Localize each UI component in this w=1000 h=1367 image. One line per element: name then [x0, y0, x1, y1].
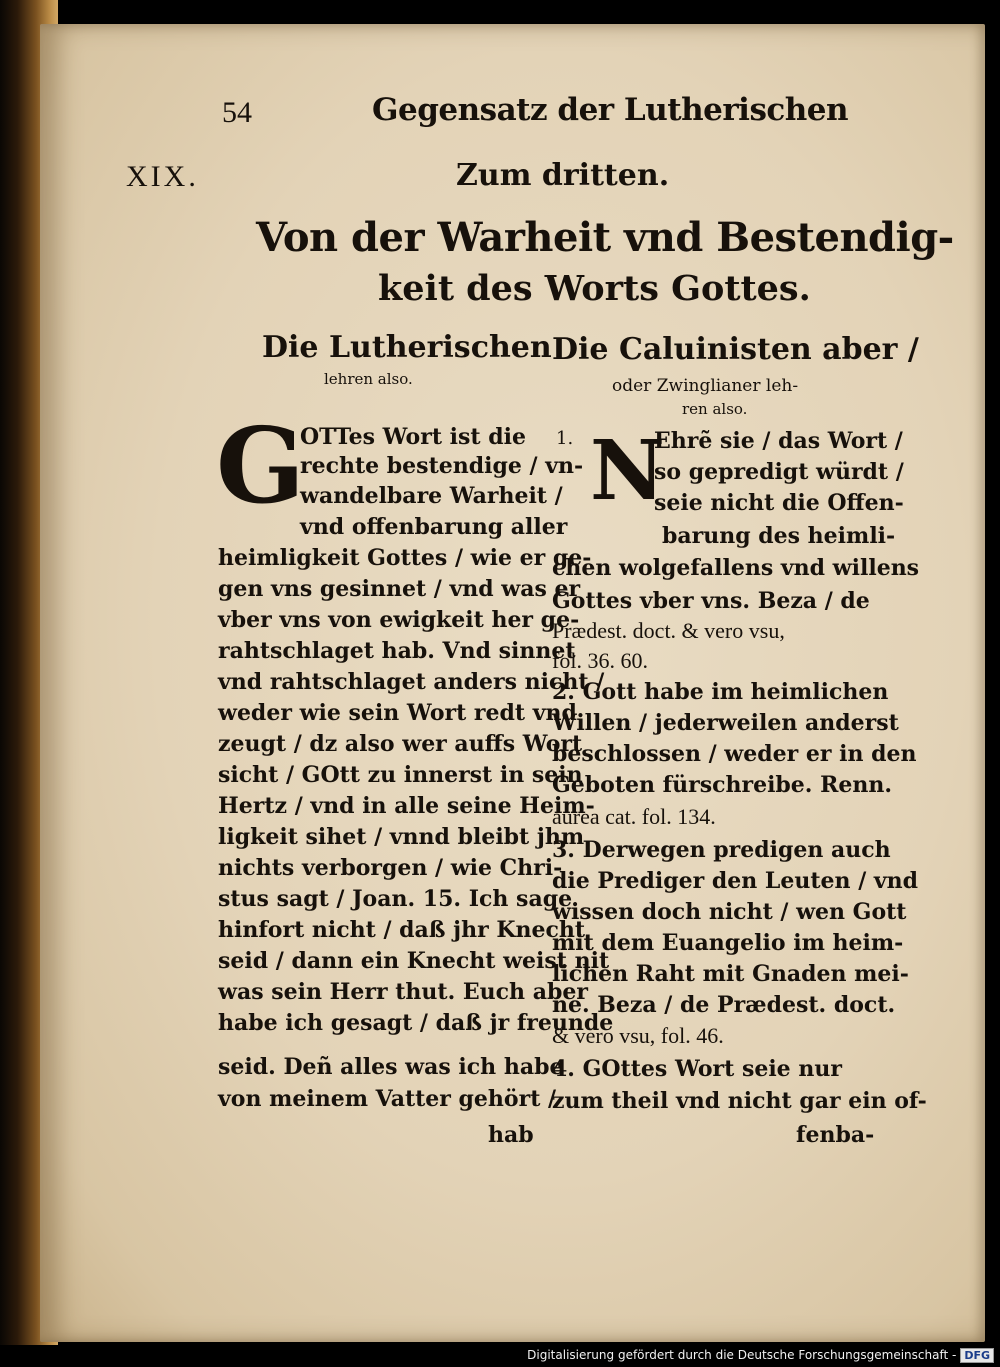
- left-line: Hertz / vnd in alle seine Heim-: [218, 793, 595, 819]
- right-line: lichen Raht mit Gnaden mei-: [552, 961, 909, 987]
- right-line: barung des heimli-: [662, 523, 896, 549]
- left-line: wandelbare Warheit /: [300, 483, 563, 509]
- left-line: nichts verborgen / wie Chri-: [218, 855, 563, 881]
- credit-text: Digitalisierung gefördert durch die Deutsche Forschungsgemeinschaft -: [527, 1348, 957, 1362]
- left-line: vnd offenbarung aller: [300, 514, 568, 540]
- right-line: Ehrẽ sie / das Wort /: [654, 428, 903, 454]
- left-line: OTTes Wort ist die: [300, 424, 526, 450]
- right-line: ne. Beza / de Prædest. doct.: [552, 992, 896, 1018]
- right-line: Prædest. doct. & vero vsu,: [552, 618, 785, 643]
- left-line: zeugt / dz also wer auffs Wort: [218, 731, 583, 757]
- dfg-logo: DFG: [960, 1348, 994, 1363]
- left-line: rahtschlaget hab. Vnd sinnet: [218, 638, 576, 664]
- page-number: 54: [222, 96, 252, 129]
- left-catchword: hab: [488, 1122, 534, 1148]
- right-line: mit dem Euangelio im heim-: [552, 930, 904, 956]
- right-line: chen wolgefallens vnd willens: [552, 555, 920, 581]
- left-line: habe ich gesagt / daß jr freunde: [218, 1010, 614, 1036]
- right-line: Geboten fürschreibe. Renn.: [552, 772, 893, 798]
- right-line: seie nicht die Offen-: [654, 490, 904, 516]
- left-line: sicht / GOtt zu innerst in sein: [218, 762, 583, 788]
- left-line: vnd rahtschlaget anders nicht /: [218, 669, 605, 695]
- left-line: gen vns gesinnet / vnd was er: [218, 576, 581, 602]
- left-column-subheading: lehren also.: [324, 370, 413, 388]
- section-subtitle: Zum dritten.: [456, 158, 670, 193]
- right-column-subheading-1: oder Zwinglianer leh-: [612, 376, 799, 396]
- right-line: aurea cat. fol. 134.: [552, 804, 716, 829]
- section-number: XIX.: [126, 160, 199, 193]
- running-head: Gegensatz der Lutherischen: [372, 92, 849, 128]
- left-line: heimligkeit Gottes / wie er ge-: [218, 545, 592, 571]
- right-line: 4. GOttes Wort seie nur: [552, 1056, 842, 1082]
- left-line: seid / dann ein Knecht weist nit: [218, 948, 610, 974]
- left-line: stus sagt / Joan. 15. Ich sage: [218, 886, 573, 912]
- left-line: weder wie sein Wort redt vnd: [218, 700, 577, 726]
- left-line: was sein Herr thut. Euch aber: [218, 979, 588, 1005]
- left-column-heading: Die Lutherischen: [262, 330, 552, 365]
- right-line: & vero vsu, fol. 46.: [552, 1023, 724, 1048]
- right-line: die Prediger den Leuten / vnd: [552, 868, 919, 894]
- right-line: wissen doch nicht / wen Gott: [552, 899, 907, 925]
- right-line: so gepredigt würdt /: [654, 459, 904, 485]
- right-catchword: fenba-: [796, 1122, 875, 1148]
- right-line: fol. 36. 60.: [552, 648, 648, 673]
- right-line: Gottes vber vns. Beza / de: [552, 588, 870, 614]
- digitization-credit: [527, 1348, 994, 1363]
- right-line: beschlossen / weder er in den: [552, 741, 917, 767]
- left-line: hinfort nicht / daß jhr Knecht: [218, 917, 586, 943]
- left-line: rechte bestendige / vn-: [300, 453, 584, 479]
- chapter-title-line-1: Von der Warheit vnd Bestendig-: [256, 214, 954, 261]
- left-line: von meinem Vatter gehört /: [218, 1086, 557, 1112]
- dropcap-initial-n: N: [590, 423, 665, 519]
- right-item-number: 1.: [556, 428, 574, 449]
- left-line: seid. Deñ alles was ich habe: [218, 1054, 564, 1080]
- right-column-subheading-2: ren also.: [682, 400, 748, 418]
- chapter-title-line-2: keit des Worts Gottes.: [378, 268, 811, 309]
- right-line: 3. Derwegen predigen auch: [552, 837, 891, 863]
- right-line: 2. Gott habe im heimlichen: [552, 679, 889, 705]
- right-line: Willen / jederweilen anderst: [552, 710, 899, 736]
- right-column-heading: Die Caluinisten aber /: [552, 332, 919, 367]
- left-line: ligkeit sihet / vnnd bleibt jhm: [218, 824, 585, 850]
- right-line: zum theil vnd nicht gar ein of-: [552, 1088, 927, 1114]
- dropcap-initial-g: G: [216, 404, 305, 527]
- left-line: vber vns von ewigkeit her ge-: [218, 607, 580, 633]
